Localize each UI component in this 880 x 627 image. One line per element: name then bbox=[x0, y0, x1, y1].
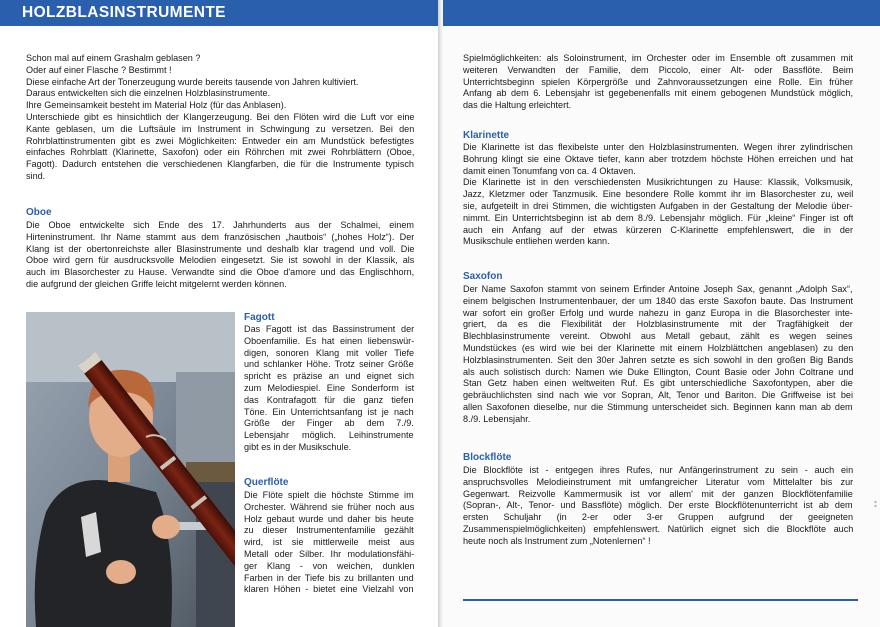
intro-line: Rohrblattinstrumenten gibt es zwei Möglichkeiten: Entweder ein am Mundstück befestigtes bbox=[26, 135, 414, 146]
oboe-line: Die Oboe entwickelte sich Ende des 17. Jahrhunderts aus der Schalmei, einem bbox=[26, 220, 414, 230]
querfloete-cont-line: das die Haltung erleichtert. bbox=[463, 100, 572, 111]
oboe-paragraph bbox=[26, 220, 414, 291]
klarinette-line: Jazz, Kletzmer oder Tanzmusik. Eine besondere Rolle kommt ihr im Blasorchester zu, weil bbox=[463, 189, 853, 200]
intro-line: Kante geblasen, um die Luftsäule im Instrument in Schwingung zu versetzen. Bei den bbox=[26, 123, 414, 134]
intro-line: sind. bbox=[26, 170, 46, 181]
querfloete-paragraph bbox=[244, 490, 414, 596]
klarinette-heading: Klarinette bbox=[463, 130, 510, 141]
bassoon-player-photo bbox=[26, 312, 235, 627]
oboe-line: Hirteninstrument. Ihr Name stammt aus dem französischen „hautbois“ („hohes Holz“). Der bbox=[26, 231, 414, 242]
oboe-line: Oboe wird gern für ausdrucksvolle Melodien eingesetzt. Sie ist sowohl in der Klassik, als bbox=[26, 255, 414, 266]
fagott-line: Größe der Finger ab dem 7./9. bbox=[244, 418, 414, 429]
klarinette-line: Musikschule entliehen werden kann. bbox=[463, 236, 610, 247]
edge-mark-icon bbox=[873, 500, 878, 510]
querfloete-line: ger Klang - von weichen, dunklen bbox=[244, 560, 414, 571]
intro-line: einfaches Rohrblatt (Klarinette, Saxofon) oder ein Röhrchen mit zwei Rohrblättern (Oboe, bbox=[26, 147, 414, 158]
intro-line: Oder auf einer Flasche ? Bestimmt ! bbox=[26, 64, 172, 75]
querfloete-line: zu dieser Instrumentenfamilie gezählt bbox=[244, 525, 414, 536]
intro-line: Daraus entwickelten sich die einzelnen Holzblasinstrumente. bbox=[26, 88, 271, 99]
saxofon-line: Holzblasinstrumenten. Seit den 30er Jahren setzte es sich sowohl in den großen Big Bands bbox=[463, 354, 853, 365]
blockfloete-paragraph bbox=[463, 465, 853, 548]
saxofon-line: Mundstückes (es wird wie bei der Klarinette mit einem Holzblättchen angeblasen) zu den bbox=[463, 342, 853, 353]
querfloete-line: Metall oder Silber. Ihr modulationsfähi- bbox=[244, 548, 414, 559]
oboe-line: die aufgrund der gleichen Griffe leicht mitgelernt werden können. bbox=[26, 278, 287, 289]
blockfloete-line: ersten Schuljahr (in 2-er oder 3-er Gruppen aufgrund der geeigneten bbox=[463, 512, 853, 523]
klarinette-line: Die Klarinette ist in den verschiedensten Musikrichtungen zu Hause: Klassik, Volksmusik, bbox=[463, 177, 853, 188]
fagott-heading: Fagott bbox=[244, 312, 275, 323]
klarinette-line: damit einen Tonumfang von ca. 4 Oktaven. bbox=[463, 165, 636, 176]
right-page bbox=[443, 0, 880, 627]
saxofon-line: allen Saxofonen dieselbe, nur die Stimmung unterscheidet sich. Beginnen kann man ab dem bbox=[463, 401, 853, 412]
intro-line: Fagott). Dadurch entstehen die verschiedenen Klangfarben, die für die Instrumente typisch bbox=[26, 159, 414, 170]
fagott-line: das Kontrafagott für die ganz tiefen bbox=[244, 394, 414, 405]
page-title: HOLZBLASINSTRUMENTE bbox=[22, 4, 226, 21]
saxofon-line: griert, da es die Flexibilität der Holzblasinstrumente mit der Tragfähigkeit der bbox=[463, 319, 853, 330]
querfloete-line: Farben in der Tiefe bis zu brillanten und bbox=[244, 572, 414, 583]
fagott-line: und schlanker Höhe. Trotz seiner Größe bbox=[244, 359, 414, 370]
blockfloete-line: Gegenwart. Reizvolle Kammermusik ist vor allem' mit der ganzen Blockflötenfamilie bbox=[463, 488, 853, 499]
klarinette-line: auch ein Anfang auf der etwas kürzeren C-Klarinette empfehlenswert, die in der bbox=[463, 224, 853, 235]
blockfloete-heading: Blockflöte bbox=[463, 452, 512, 463]
klarinette-line: nimmt. Ein Unterrichtsbeginn ist ab dem 8./9. Lebensjahr möglich. Für „kleine“ Finger ist oft bbox=[463, 212, 853, 223]
photo-illustration bbox=[26, 312, 235, 627]
blockfloete-line: heute noch als Instrument zum „Notenlernen“ ! bbox=[463, 535, 651, 546]
querfloete-line: Orchester. Während sie früher noch aus bbox=[244, 501, 414, 512]
saxofon-line: Der Name Saxofon stammt von seinem Erfinder Antoine Joseph Sax, genannt „Adolph Sax“, bbox=[463, 284, 853, 294]
saxofon-line: gebräuchlichsten sind nach wie vor Sopran, Alt, Tenor und Bariton. Die Griffweise ist bei bbox=[463, 390, 853, 401]
querfloete-line: Holz gebaut wurde und daher bis heute bbox=[244, 513, 414, 524]
fagott-line: digen, sonoren Klang mit voller Tiefe bbox=[244, 347, 414, 358]
querfloete-heading: Querflöte bbox=[244, 477, 289, 488]
klarinette-line: Die Klarinette ist das flexibelste unter den Holzblasinstrumenten. Wegen ihrer zylindrischen bbox=[463, 142, 853, 152]
klarinette-paragraph bbox=[463, 142, 853, 248]
fagott-line: Das Fagott ist das Bassinstrument der bbox=[244, 324, 414, 334]
right-top-bar bbox=[443, 0, 880, 26]
fagott-line: gibt es in der Musikschule. bbox=[244, 441, 352, 452]
intro-line: Unterschiede gibt es hinsichtlich der Klangerzeugung. Bei den Flöten wird die Luft vor eine bbox=[26, 111, 414, 122]
fagott-line: Oboenfamilie. Es hat einen liebenswür- bbox=[244, 335, 414, 346]
saxofon-paragraph bbox=[463, 284, 853, 426]
saxofon-line: einem belgischen Instrumentenbauer, der um 1840 das erste Saxofon baute. Das Instrument bbox=[463, 295, 853, 306]
blockfloete-line: Zusammenspielmöglichkeiten) empfehlenswert. Natürlich eignet sich die Blockflöte auch bbox=[463, 523, 853, 534]
querfloete-line: klaren Höhen - bietet eine Vielzahl von bbox=[244, 584, 414, 595]
saxofon-line: als auch solistisch durch: Namen wie Duke Ellington, Count Basie oder John Coltrane und bbox=[463, 366, 853, 377]
fagott-line: Lebensjahr möglich. Leihinstrumente bbox=[244, 430, 414, 441]
intro-line: Diese einfache Art der Tonerzeugung wurde bereits tausende von Jahren kultiviert. bbox=[26, 76, 359, 87]
fagott-paragraph bbox=[244, 324, 414, 454]
saxofon-line: Blechblasinstrumente vereint. Obwohl aus Metall gebaut, zählt es wegen seines bbox=[463, 331, 853, 342]
intro-paragraph bbox=[26, 53, 414, 183]
bottom-rule bbox=[463, 599, 858, 601]
saxofon-line: 8./9. Lebensjahr. bbox=[463, 413, 531, 424]
intro-line: Ihre Gemeinsamkeit besteht im Material Holz (für das Anblasen). bbox=[26, 100, 287, 111]
oboe-line: auch im Blasorchester zu Hause. Verwandte sind die Oboe d'amore und das Englischhorn, bbox=[26, 267, 414, 278]
querfloete-cont-line: weiteren Verwandten der Familie, dem Piccolo, einer Alt- oder Bassflöte. Beim bbox=[463, 64, 853, 75]
klarinette-line: Bohrung klingt sie eine Oktave tiefer, kann aber trotzdem höchste Höhen erreichen und hat bbox=[463, 153, 853, 164]
blockfloete-line: anspruchsvolles Melodieinstrument mit umfangreicher Literatur vom Mittelalter bis zur bbox=[463, 476, 853, 487]
saxofon-heading: Saxofon bbox=[463, 271, 503, 282]
saxofon-line: Stan Getz haben einen weltweiten Ruf. Es gibt unterschiedliche Saxofontypen, aber die bbox=[463, 378, 853, 389]
blockfloete-line: Die Blockflöte ist - entgegen ihres Rufes, nur Anfängerinstrument zu sein - auch ein bbox=[463, 465, 853, 475]
querfloete-cont-line: Anfang ab dem 6. Lebensjahr ist gegebenenfalls mit einem gebogenen Mundstück möglich, bbox=[463, 88, 853, 99]
querfloete-line: wird, ist sie mittlerweile meist aus bbox=[244, 537, 414, 548]
querfloete-line: Die Flöte spielt die höchste Stimme im bbox=[244, 490, 414, 500]
oboe-heading: Oboe bbox=[26, 207, 52, 218]
oboe-line: Klang ist der obertonreichste aller Blasinstrumente und deshalb klar tragend und voll. Die bbox=[26, 243, 414, 254]
fagott-line: Töne. Ein Unterrichtsanfang ist je nach bbox=[244, 406, 414, 417]
fagott-line: spricht es präzise an und eignet sich bbox=[244, 371, 414, 382]
querfloete-continued-paragraph bbox=[463, 53, 853, 112]
saxofon-line: war sofort ein großer Erfolg und wurde nahezu in ganz Europa in die Blasorchester inte- bbox=[463, 307, 853, 318]
blockfloete-line: (Sopran-, Alt-, Tenor- und Bassflöte) möglich. Der erste Blockflötenunterricht ist ab dem bbox=[463, 500, 853, 511]
querfloete-cont-line: Unterrichtsbeginn spielen Körpergröße und Zahnvoraussetzungen eine Rolle. Ein früher bbox=[463, 76, 853, 87]
fagott-line: zum Melodiespiel. Eine Sonderform ist bbox=[244, 382, 414, 393]
intro-line: Schon mal auf einem Grashalm geblasen ? bbox=[26, 53, 201, 63]
querfloete-cont-line: Spielmöglichkeiten: als Soloinstrument, im Orchester oder im Ensemble oft zusammen mit bbox=[463, 53, 853, 63]
left-page bbox=[0, 0, 438, 627]
klarinette-line: sie, aufgeteilt in drei Stimmen, die wichtigsten Aufgaben in der Gestaltung der Melodie über- bbox=[463, 200, 853, 211]
title-bar bbox=[0, 0, 438, 26]
